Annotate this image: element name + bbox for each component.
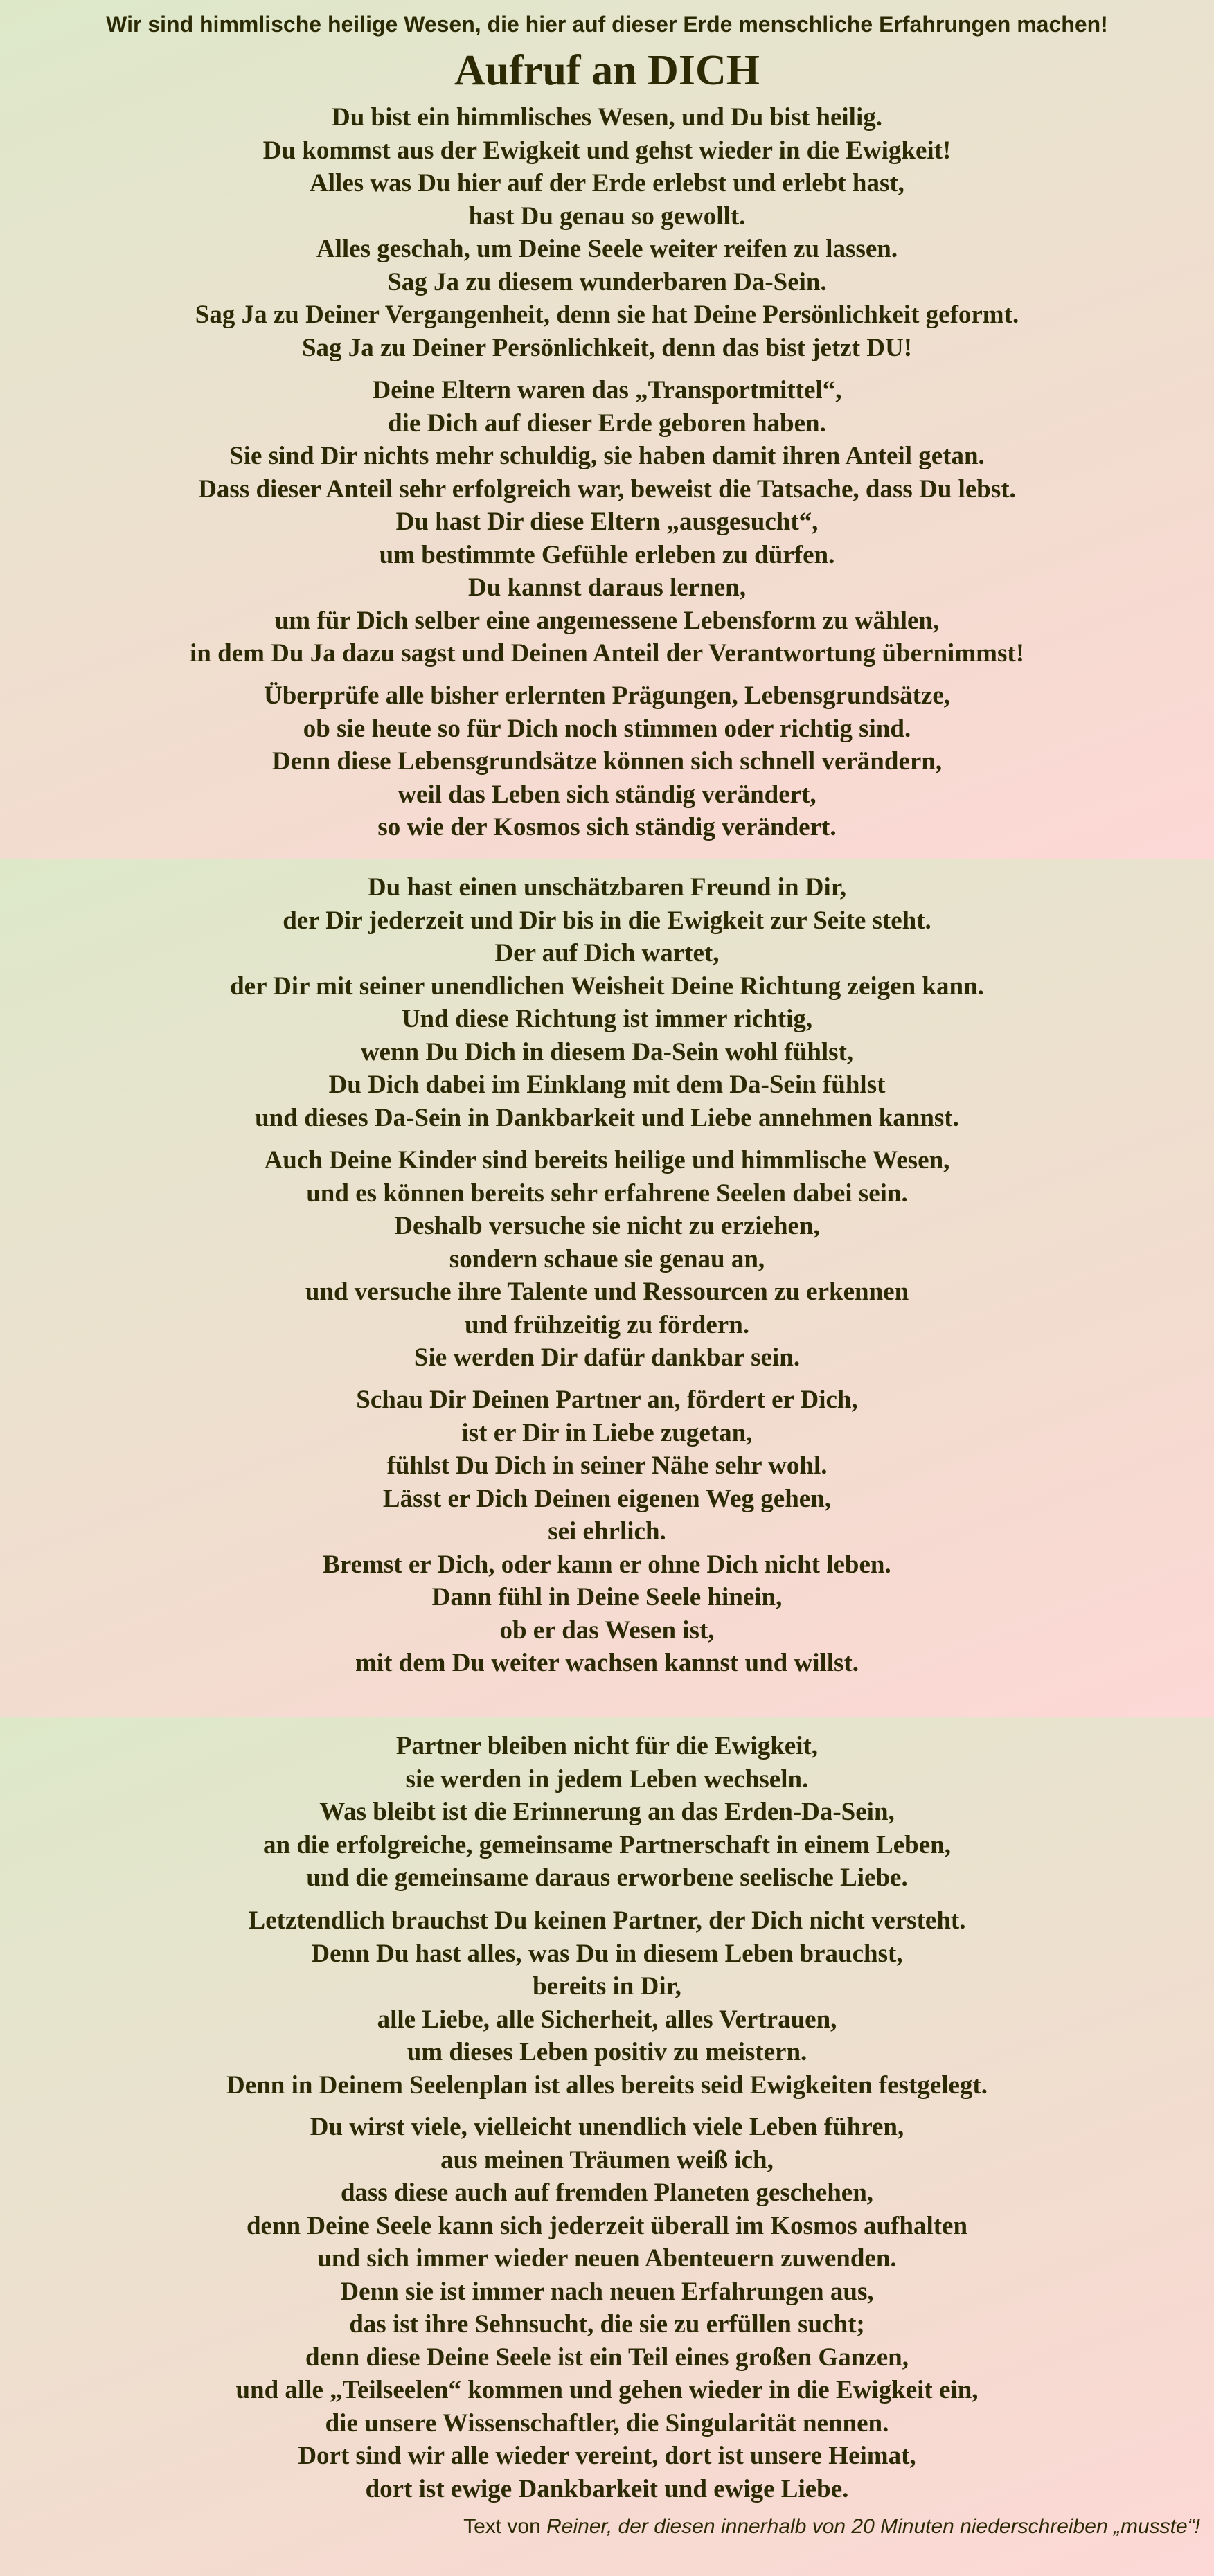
- poem-line: die unsere Wissenschaftler, die Singularität nennen.: [325, 2408, 889, 2438]
- poem-line: sondern schaue sie genau an,: [449, 1244, 765, 1273]
- poem-line: bereits in Dir,: [533, 1972, 681, 2001]
- poem-line: Du hast einen unschätzbaren Freund in Dir,: [367, 873, 847, 902]
- stanza-5: [0, 1144, 1214, 1375]
- poem-line: so wie der Kosmos sich ständig verändert.: [377, 813, 837, 841]
- poem-line: und dieses Da-Sein in Dankbarkeit und Liebe annehmen kannst.: [255, 1103, 959, 1132]
- page-title: Aufruf an DICH: [454, 47, 760, 94]
- poem-line: und versuche ihre Talente und Ressourcen zu erkennen: [305, 1278, 909, 1306]
- poem-line: der Dir jederzeit und Dir bis in die Ewigkeit zur Seite steht.: [283, 906, 931, 935]
- poem-line: die Dich auf dieser Erde geboren haben.: [388, 409, 826, 438]
- poem-line: alle Liebe, alle Sicherheit, alles Vertrauen,: [377, 2005, 837, 2034]
- stanza-7: [0, 1730, 1214, 1895]
- poem-line: Sag Ja zu diesem wunderbaren Da-Sein.: [387, 267, 827, 296]
- poem-line: um für Dich selber eine angemessene Lebensform zu wählen,: [274, 606, 940, 635]
- author-credit: [463, 2514, 1200, 2540]
- poem-line: Denn Du hast alles, was Du in diesem Leben brauchst,: [311, 1939, 903, 1968]
- poem-line: Denn in Deinem Seelenplan ist alles bereits seid Ewigkeiten festgelegt.: [226, 2070, 988, 2100]
- stanza-9: [0, 2111, 1214, 2505]
- poem-line: Deshalb versuche sie nicht zu erziehen,: [394, 1212, 820, 1240]
- poem-line: Bremst er Dich, oder kann er ohne Dich nicht leben.: [323, 1550, 891, 1579]
- poem-line: Denn diese Lebensgrundsätze können sich schnell verändern,: [271, 747, 943, 776]
- poem-line: in dem Du Ja dazu sagst und Deinen Anteil der Verantwortung übernimmst!: [189, 639, 1025, 668]
- poem-line: Sag Ja zu Deiner Vergangenheit, denn sie hat Deine Persönlichkeit geformt.: [195, 301, 1019, 329]
- poem-line: Letztendlich brauchst Du keinen Partner, der Dich nicht versteht.: [248, 1906, 966, 1935]
- stanza-4: [0, 871, 1214, 1134]
- poem-line: Was bleibt ist die Erinnerung an das Erden-Da-Sein,: [319, 1798, 895, 1826]
- poem-line: um bestimmte Gefühle erleben zu dürfen.: [379, 540, 835, 569]
- poem-line: um dieses Leben positiv zu meistern.: [407, 2038, 807, 2066]
- poem-line: Partner bleiben nicht für die Ewigkeit,: [395, 1732, 819, 1760]
- stanza-2: [0, 374, 1214, 670]
- poem-line: Du Dich dabei im Einklang mit dem Da-Sein fühlst: [328, 1071, 886, 1099]
- poem-line: und es können bereits sehr erfahrene Seelen dabei sein.: [306, 1179, 908, 1208]
- poem-line: Sie sind Dir nichts mehr schuldig, sie haben damit ihren Anteil getan.: [229, 442, 985, 470]
- poem-line: Alles was Du hier auf der Erde erlebst und erlebt hast,: [310, 169, 904, 197]
- poem-line: und alle „Teilseelen“ kommen und gehen wieder in die Ewigkeit ein,: [235, 2376, 979, 2404]
- poem-line: fühlst Du Dich in seiner Nähe sehr wohl.: [386, 1451, 828, 1480]
- poem-line: denn diese Deine Seele ist ein Teil eines großen Ganzen,: [305, 2343, 909, 2372]
- poem-line: Du kommst aus der Ewigkeit und gehst wieder in die Ewigkeit!: [262, 136, 952, 165]
- poem-line: Dort sind wir alle wieder vereint, dort ist unsere Heimat,: [298, 2442, 916, 2470]
- poem-line: sie werden in jedem Leben wechseln.: [405, 1764, 809, 1794]
- poem-line: mit dem Du weiter wachsen kannst und willst.: [355, 1649, 859, 1677]
- poem-line: wenn Du Dich in diesem Da-Sein wohl fühlst,: [360, 1037, 854, 1066]
- poem-line: Sag Ja zu Deiner Persönlichkeit, denn das bist jetzt DU!: [301, 333, 913, 362]
- poem-line: Du kannst daraus lernen,: [468, 573, 746, 602]
- stanza-1: [0, 101, 1214, 364]
- poem-line: Dann fühl in Deine Seele hinein,: [431, 1583, 783, 1611]
- poem-line: Sie werden Dir dafür dankbar sein.: [413, 1343, 801, 1372]
- poem-line: ob sie heute so für Dich noch stimmen oder richtig sind.: [303, 714, 911, 743]
- poem-line: das ist ihre Sehnsucht, die sie zu erfüllen sucht;: [349, 2310, 865, 2338]
- poem-line: sei ehrlich.: [548, 1517, 666, 1546]
- poem-line: an die erfolgreiche, gemeinsame Partnerschaft in einem Leben,: [263, 1830, 951, 1859]
- poem-line: der Dir mit seiner unendlichen Weisheit Deine Richtung zeigen kann.: [230, 972, 984, 1001]
- poem-line: Lässt er Dich Deinen eigenen Weg gehen,: [382, 1484, 832, 1513]
- poem-line: dort ist ewige Dankbarkeit und ewige Liebe.: [365, 2474, 849, 2503]
- poem-line: dass diese auch auf fremden Planeten geschehen,: [340, 2179, 874, 2207]
- poem-line: ist er Dir in Liebe zugetan,: [461, 1418, 753, 1447]
- intro-line: Wir sind himmlische heilige Wesen, die hier auf dieser Erde menschliche Erfahrungen machen!: [106, 12, 1108, 37]
- poem-line: Du wirst viele, vielleicht unendlich viele Leben führen,: [310, 2113, 904, 2141]
- poem-line: Auch Deine Kinder sind bereits heilige und himmlische Wesen,: [264, 1146, 950, 1174]
- stanza-8: [0, 1904, 1214, 2102]
- poem-line: Überprüfe alle bisher erlernten Prägungen, Lebensgrundsätze,: [263, 681, 951, 710]
- poem-line: und die gemeinsame daraus erworbene seelische Liebe.: [306, 1863, 908, 1892]
- poem-line: Dass dieser Anteil sehr erfolgreich war, beweist die Tatsache, dass Du lebst.: [198, 474, 1016, 503]
- poem-line: Der auf Dich wartet,: [494, 939, 720, 967]
- poem-line: Schau Dir Deinen Partner an, fördert er Dich,: [356, 1386, 858, 1414]
- poem-line: hast Du genau so gewollt.: [468, 202, 746, 231]
- poem-line: Du hast Dir diese Eltern „ausgesucht“,: [395, 508, 819, 536]
- poem-line: Und diese Richtung ist immer richtig,: [401, 1005, 813, 1033]
- poem-line: und sich immer wieder neuen Abenteuern zuwenden.: [317, 2244, 897, 2273]
- author-credit-prefix: Text von: [463, 2515, 547, 2538]
- poem-line: Du bist ein himmlisches Wesen, und Du bist heilig.: [332, 103, 882, 132]
- poem-line: weil das Leben sich ständig verändert,: [398, 780, 816, 809]
- poem-line: Denn sie ist immer nach neuen Erfahrungen aus,: [340, 2277, 874, 2306]
- poem-line: aus meinen Träumen weiß ich,: [440, 2145, 774, 2174]
- poem-line: Deine Eltern waren das „Transportmittel“,: [372, 376, 842, 404]
- poem-line: und frühzeitig zu fördern.: [464, 1310, 750, 1339]
- poem-line: Alles geschah, um Deine Seele weiter reifen zu lassen.: [316, 235, 898, 263]
- stanza-6: [0, 1384, 1214, 1680]
- author-credit-text: Reiner, der diesen innerhalb von 20 Minuten niederschreiben „musste“!: [546, 2515, 1200, 2538]
- stanza-3: [0, 679, 1214, 844]
- poem-line: denn Deine Seele kann sich jederzeit überall im Kosmos aufhalten: [246, 2211, 968, 2240]
- poem-line: ob er das Wesen ist,: [499, 1616, 715, 1645]
